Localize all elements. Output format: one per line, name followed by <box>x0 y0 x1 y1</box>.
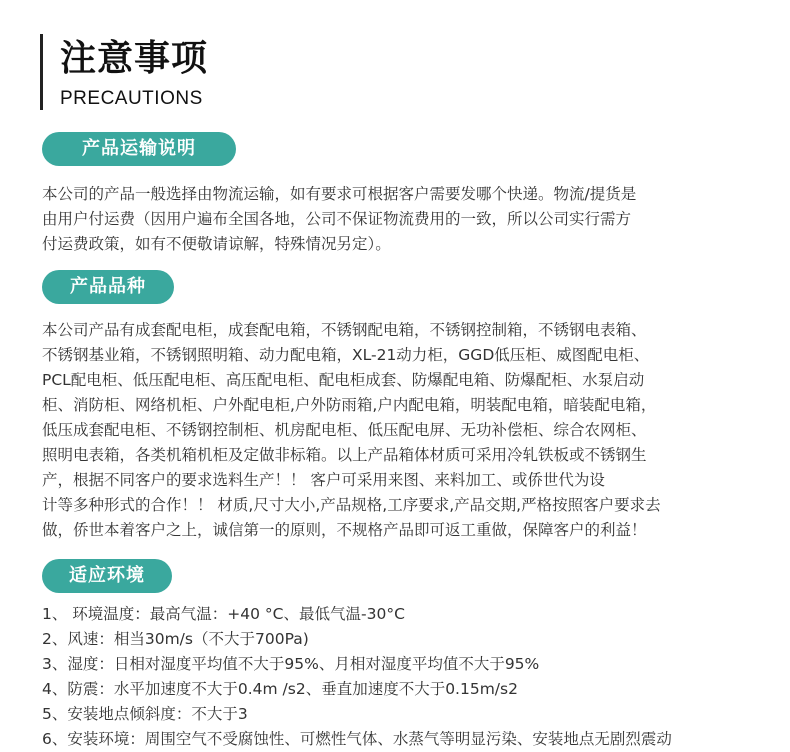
section-body-environment <box>42 602 672 752</box>
page-subtitle: PRECAUTIONS <box>60 88 203 109</box>
text-line: 产，根据不同客户的要求选料生产！！ 客户可采用来图、来料加工、或侨世代为设 <box>42 471 605 489</box>
text-line: 付运费政策，如有不便敬请谅解，特殊情况另定）。 <box>42 235 391 253</box>
section-body-transport <box>42 182 636 257</box>
list-item: 5、安装地点倾斜度：不大于3 <box>42 705 248 723</box>
text-line: 低压成套配电柜、不锈钢控制柜、机房配电柜、低压配电屏、无功补偿柜、综合农网柜、 <box>42 421 647 439</box>
text-line: 照明电表箱，各类机箱机柜及定做非标箱。以上产品箱体材质可采用冷轧铁板或不锈钢生 <box>42 446 647 464</box>
list-item: 1、 环境温度：最高气温：+40 °C、最低气温-30°C <box>42 605 405 623</box>
text-line: 由用户付运费（因用户遍布全国各地，公司不保证物流费用的一致，所以公司实行需方 <box>42 210 632 228</box>
header <box>40 34 208 110</box>
text-line: 本公司产品有成套配电柜，成套配电箱，不锈钢配电箱，不锈钢控制箱，不锈钢电表箱、 <box>42 321 647 339</box>
section-label-transport: 产品运输说明 <box>42 132 236 166</box>
text-line: PCL配电柜、低压配电柜、高压配电柜、配电柜成套、防爆配电箱、防爆配柜、水泵启动 <box>42 371 645 389</box>
section-body-products <box>42 318 661 543</box>
list-item: 3、湿度：日相对湿度平均值不大于95%、月相对湿度平均值不大于95% <box>42 655 540 673</box>
text-line: 本公司的产品一般选择由物流运输，如有要求可根据客户需要发哪个快递。物流/提货是 <box>42 185 637 203</box>
text-line: 不锈钢基业箱，不锈钢照明箱、动力配电箱，XL-21动力柜，GGD低压柜、威图配电柜、 <box>42 346 650 364</box>
section-label-environment: 适应环境 <box>42 559 172 593</box>
section-label-products: 产品品种 <box>42 270 174 304</box>
text-line: 计等多种形式的合作！！ 材质,尺寸大小,产品规格,工序要求,产品交期,严格按照客户要求去 <box>42 496 661 514</box>
list-item: 2、风速：相当30m/s（不大于700Pa) <box>42 630 309 648</box>
page-title: 注意事项 <box>60 38 209 79</box>
text-line: 做，侨世本着客户之上，诚信第一的原则，不规格产品即可返工重做，保障客户的利益！ <box>42 521 647 539</box>
text-line: 柜、消防柜、网络机柜、户外配电柜,户外防雨箱,户内配电箱，明装配电箱，暗装配电箱， <box>42 396 657 414</box>
list-item: 6、安装环境：周围空气不受腐蚀性、可燃性气体、水蒸气等明显污染、安装地点无剧烈震动 <box>42 730 672 748</box>
list-item: 4、防震：水平加速度不大于0.4m /s2、垂直加速度不大于0.15m/s2 <box>42 680 518 698</box>
